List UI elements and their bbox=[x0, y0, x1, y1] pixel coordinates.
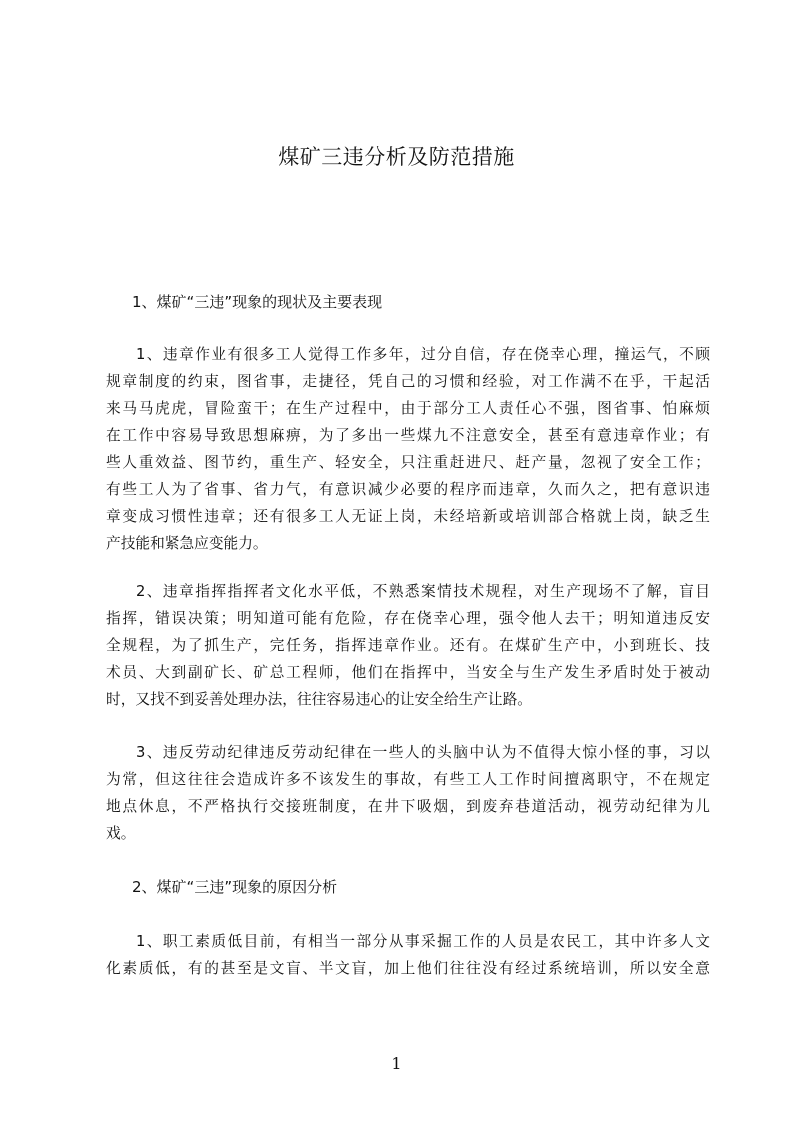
paragraph-line: 有些工人为了省事、省力气，有意识减少必要的程序而违章，久而久之，把有意识违 bbox=[106, 481, 710, 498]
paragraph-line: 规章制度的约束，图省事，走捷径，凭自己的习惯和经验，对工作满不在乎，干起活 bbox=[106, 373, 710, 390]
paragraph-line: 1、违章作业有很多工人觉得工作多年，过分自信，存在侥幸心理，撞运气，不顾 bbox=[136, 346, 710, 363]
paragraph-line: 2、违章指挥指挥者文化水平低，不熟悉案情技术规程，对生产现场不了解，盲目 bbox=[136, 583, 710, 600]
section-heading-2: 2、煤矿“三违”现象的原因分析 bbox=[132, 878, 338, 896]
paragraph-line: 1、职工素质低目前，有相当一部分从事采掘工作的人员是农民工，其中许多人文 bbox=[136, 933, 710, 950]
paragraph-line: 指挥，错误决策；明知道可能有危险，存在侥幸心理，强令他人去干；明知道违反安 bbox=[106, 610, 710, 627]
document-title: 煤矿三违分析及防范措施 bbox=[278, 145, 515, 169]
paragraph-line: 戏。 bbox=[106, 825, 136, 842]
paragraph-line: 为常，但这往往会造成许多不该发生的事故，有些工人工作时间擅离职守，不在规定 bbox=[106, 771, 710, 788]
paragraph-line: 3、违反劳动纪律违反劳动纪律在一些人的头脑中认为不值得大惊小怪的事，习以 bbox=[136, 744, 710, 761]
paragraph-line: 化素质低，有的甚至是文盲、半文盲，加上他们往往没有经过系统培训，所以安全意 bbox=[106, 960, 710, 977]
section-heading-1: 1、煤矿“三违”现象的现状及主要表现 bbox=[132, 293, 383, 311]
paragraph-line: 些人重效益、图节约，重生产、轻安全，只注重赶进尺、赶产量，忽视了安全工作； bbox=[106, 454, 710, 471]
paragraph-line: 全规程，为了抓生产，完任务，指挥违章作业。还有。在煤矿生产中，小到班长、技 bbox=[106, 637, 710, 654]
page-number: 1 bbox=[391, 1054, 402, 1073]
paragraph-line: 术员、大到副矿长、矿总工程师，他们在指挥中，当安全与生产发生矛盾时处于被动 bbox=[106, 664, 710, 681]
paragraph-line: 地点休息，不严格执行交接班制度，在井下吸烟，到废弃巷道活动，视劳动纪律为儿 bbox=[106, 798, 710, 815]
paragraph-line: 产技能和紧急应变能力。 bbox=[106, 535, 268, 552]
paragraph-line: 章变成习惯性违章；还有很多工人无证上岗，未经培新或培训部合格就上岗，缺乏生 bbox=[106, 508, 710, 525]
paragraph-line: 在工作中容易导致思想麻痹，为了多出一些煤九不注意安全，甚至有意违章作业；有 bbox=[106, 427, 710, 444]
paragraph-line: 来马马虎虎，冒险蛮干；在生产过程中，由于部分工人责任心不强，图省事、怕麻烦 bbox=[106, 400, 710, 417]
paragraph-line: 时，又找不到妥善处理办法，往往容易违心的让安全给生产让路。 bbox=[106, 691, 532, 708]
